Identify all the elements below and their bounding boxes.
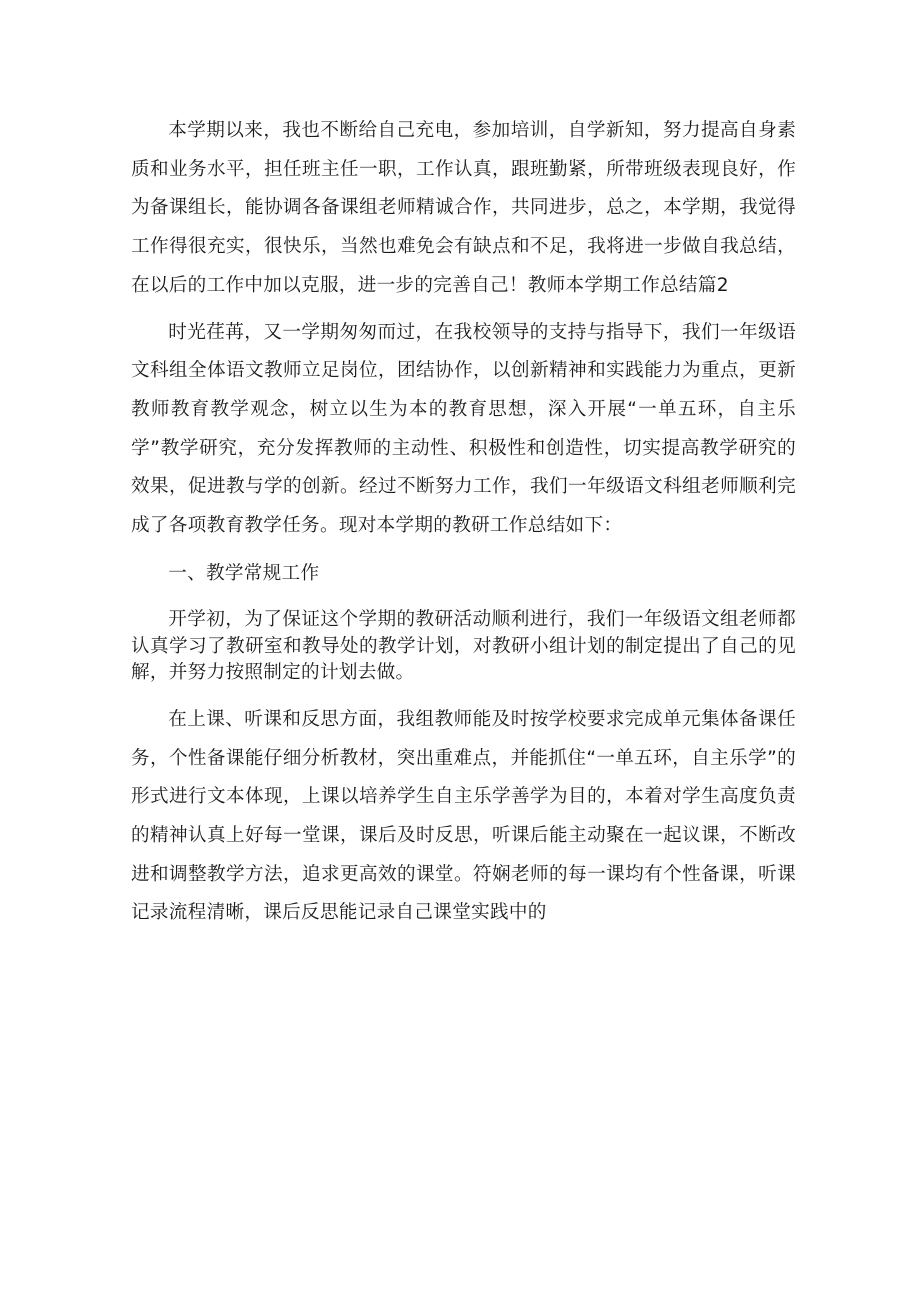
paragraph-3: 开学初，为了保证这个学期的教研活动顺利进行，我们一年级语文组老师都认真学习了教研室和教导处的教学计划，对教研小组计划的制定提出了自己的见解，并努力按照制定的计划去做。: [131, 609, 796, 684]
paragraph-1: 本学期以来，我也不断给自己充电，参加培训，自学新知，努力提高自身素质和业务水平，担任班主任一职，工作认真，跟班勤紧，所带班级表现良好，作为备课组长，能协调各备课组老师精诚合作，共同进步，总之，本学期，我觉得工作得很充实，很快乐，当然也难免会有缺点和不足，我将进一步做自我总结，在以后的工作中加以克服，进一步的完善自己！教师本学期工作总结篇2: [131, 120, 796, 296]
paragraph-2: 时光荏苒，又一学期匆匆而过，在我校领导的支持与指导下，我们一年级语文科组全体语文教师立足岗位，团结协作，以创新精神和实践能力为重点，更新教师教育教学观念，树立以生为本的教育思想，深入开展“一单五环，自主乐学”教学研究，充分发挥教师的主动性、积极性和创造性，切实提高教学研究的效果，促进教与学的创新。经过不断努力工作，我们一年级语文科组老师顺利完成了各项教育教学任务。现对本学期的教研工作总结如下：: [131, 321, 796, 537]
document-body: [131, 112, 796, 933]
paragraph-4: 在上课、听课和反思方面，我组教师能及时按学校要求完成单元集体备课任务，个性备课能仔细分析教材，突出重难点，并能抓住“一单五环，自主乐学”的形式进行文本体现，上课以培养学生自主乐学善学为目的，本着对学生高度负责的精神认真上好每一堂课，课后及时反思，听课后能主动聚在一起议课，不断改进和调整教学方法，追求更高效的课堂。符娴老师的每一课均有个性备课，听课记录流程清晰，课后反思能记录自己课堂实践中的: [131, 708, 796, 924]
section-heading-1: 一、教学常规工作: [168, 562, 320, 584]
